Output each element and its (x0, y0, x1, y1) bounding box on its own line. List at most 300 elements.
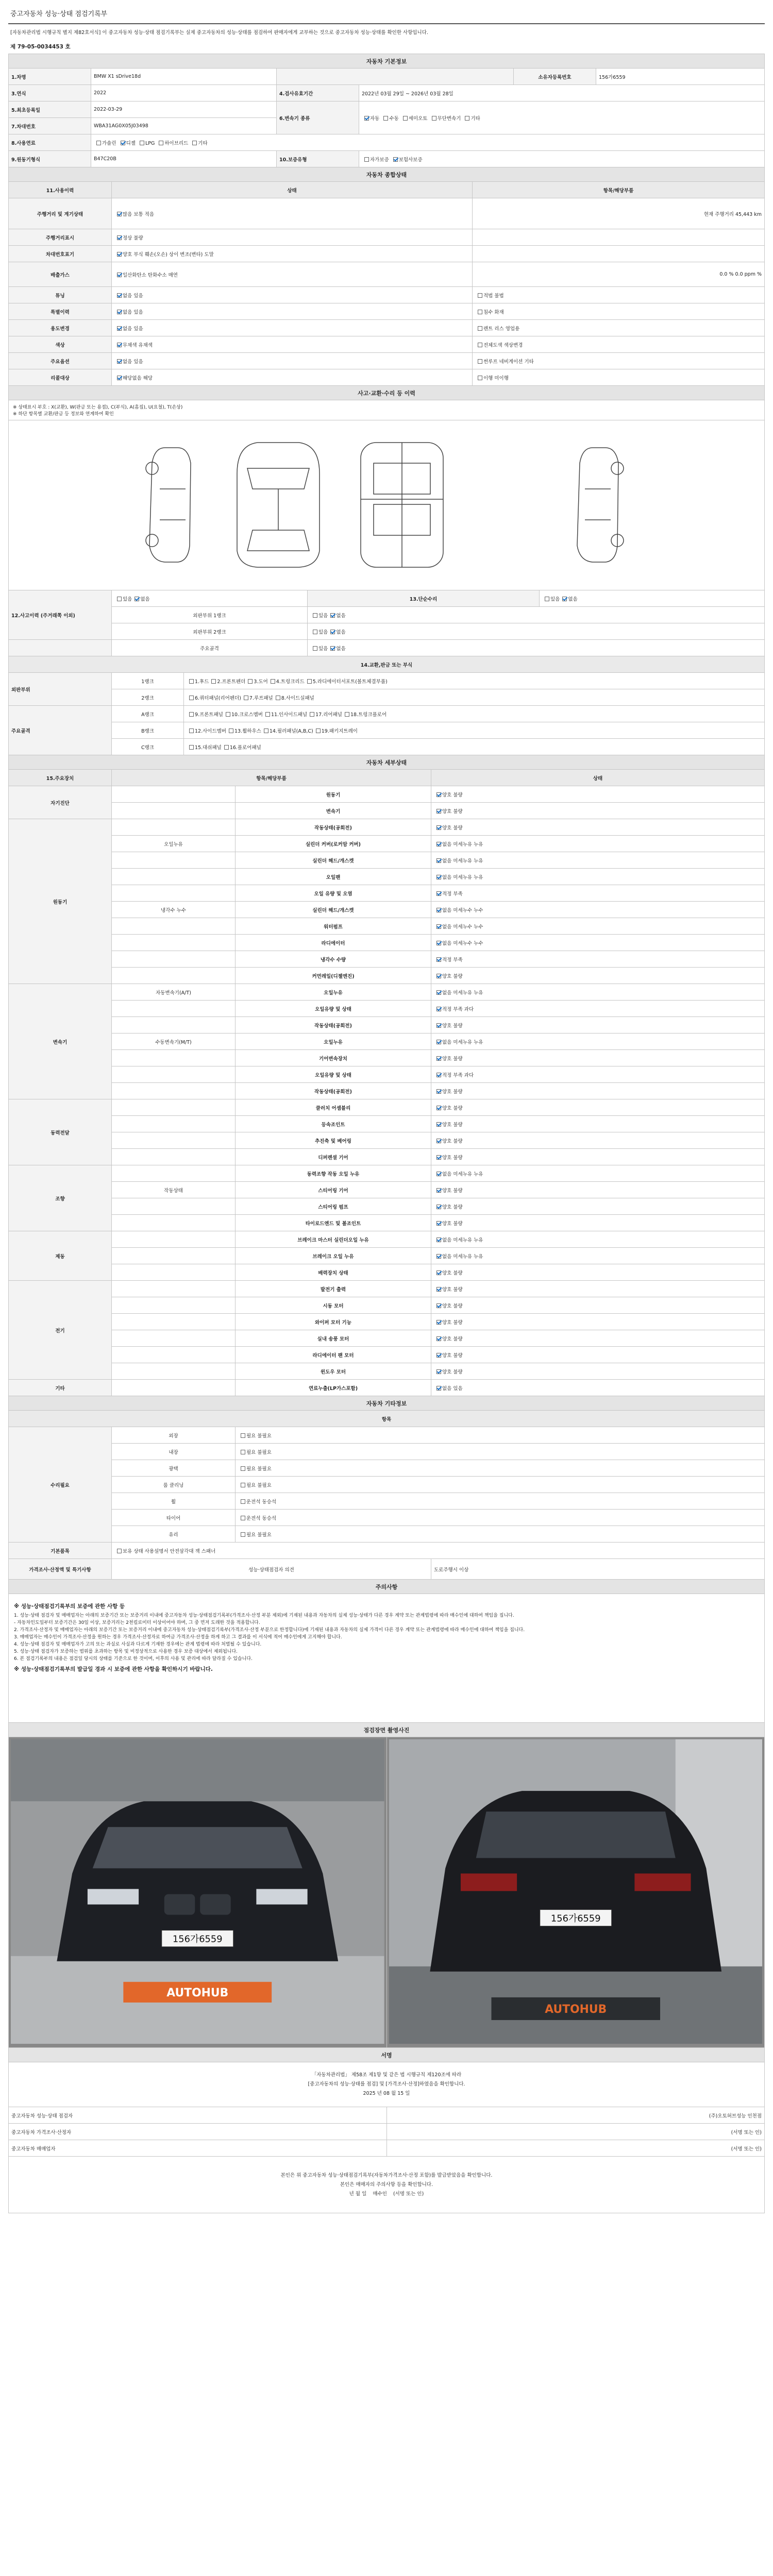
detail-state[interactable] (431, 1001, 765, 1017)
price-sign-mark[interactable]: (서명 또는 인) (386, 2124, 765, 2140)
detail-state[interactable] (431, 852, 765, 869)
first-reg-value: 2022-03-29 (91, 101, 277, 118)
overall-state-table (8, 167, 765, 386)
detail-state[interactable] (431, 869, 765, 885)
section-sign-title: 서명 (9, 2048, 765, 2062)
detail-state-text: 양호 불량 (442, 1286, 463, 1293)
svg-text:156가6559: 156가6559 (172, 1934, 223, 1945)
engine-type-value: B47C20B (91, 151, 277, 167)
overall-row-note (473, 246, 765, 262)
rank-label: 2랭크 (112, 689, 184, 706)
detail-state-text: 양호 불량 (442, 1336, 463, 1342)
sign-date: 2025 년 08 월 15 일 (363, 2091, 410, 2097)
detail-state-text: 없음 있음 (442, 1385, 463, 1392)
detail-group-label: 전기 (9, 1281, 112, 1380)
label-main-frame: 주요골격 (112, 640, 308, 656)
detail-state-table (8, 755, 765, 1396)
detail-subgroup (112, 1198, 236, 1215)
front-photo (9, 1737, 387, 2048)
detail-state[interactable] (431, 836, 765, 852)
detail-state[interactable] (431, 1231, 765, 1248)
label-engine-type: 9.원동기형식 (9, 151, 91, 167)
detail-subgroup (112, 869, 236, 885)
detail-state[interactable] (431, 1099, 765, 1116)
parts-rank1-list[interactable]: 1.후드 2.프론트펜더 3.도어 4.트렁크리드 5.라디에이터서포트(볼트체결부품) (184, 673, 765, 689)
extra-row-state[interactable]: 필요 불필요 (236, 1460, 765, 1477)
detail-subgroup (112, 1215, 236, 1231)
detail-item: 작동상태(공회전) (236, 1083, 431, 1099)
detail-subgroup (112, 918, 236, 935)
detail-state[interactable] (431, 1132, 765, 1149)
overall-row-label: 차대번호표기 (9, 246, 112, 262)
detail-state[interactable] (431, 1248, 765, 1264)
detail-subgroup (112, 1099, 236, 1116)
label-repair-needed: 수리필요 (9, 1427, 112, 1543)
overall-row-state[interactable]: 일산화탄소 탄화수소 매연 (112, 262, 473, 287)
warranty-options[interactable]: 자가보증 보험사보증 (359, 151, 765, 167)
detail-state-text: 양호 불량 (442, 1188, 463, 1194)
detail-item: 디퍼렌셜 기어 (236, 1149, 431, 1165)
detail-item: 오일 유량 및 오염 (236, 885, 431, 902)
detail-item: 작동상태(공회전) (236, 1017, 431, 1033)
detail-group-label: 원동기 (9, 819, 112, 984)
rear-photo (386, 1737, 765, 2048)
accident-history-options[interactable]: 있음 없음 (112, 590, 308, 607)
overall-row-state[interactable]: 해당없음 해당 (112, 369, 473, 386)
overall-row-note[interactable]: 렌트 리스 영업용 (473, 320, 765, 336)
detail-state-text: 양호 불량 (442, 973, 463, 979)
overall-row-note[interactable]: 이행 미이행 (473, 369, 765, 386)
detail-group-label: 동력전달 (9, 1099, 112, 1165)
overall-row-state[interactable]: 없음 있음 (112, 287, 473, 303)
detail-state[interactable] (431, 1297, 765, 1314)
label-accident-history: 12.사고이력 (주거래쪽 이외) (9, 590, 112, 640)
detail-state-text: 적정 부족 (442, 957, 463, 963)
detail-state[interactable] (431, 1083, 765, 1099)
detail-state[interactable] (431, 803, 765, 819)
detail-group-label: 제동 (9, 1231, 112, 1281)
detail-item: 커먼레일(디젤엔진) (236, 968, 431, 984)
detail-state-text: 없음 미세누유 누유 (442, 990, 483, 996)
detail-item: 연료누출(LP가스포함) (236, 1380, 431, 1396)
label-outer-group: 외판부위 (9, 673, 112, 706)
detail-item: 발전기 출력 (236, 1281, 431, 1297)
fuel-options[interactable]: 가솔린 디젤 LPG 하이브리드 기타 (91, 134, 765, 151)
detail-item: 스티어링 펌프 (236, 1198, 431, 1215)
parts-ranka-list[interactable]: 9.프론트패널 10.크로스멤버 11.인사이드패널 17.리어패널 18.트렁크플로어 (184, 706, 765, 722)
label-inspector: 중고자동차 성능·상태 점검자 (9, 2107, 387, 2124)
detail-state[interactable] (431, 1281, 765, 1297)
detail-subgroup: 냉각수 누수 (112, 902, 236, 918)
transmission-options[interactable]: 자동 수동 세미오토 무단변속기 기타 (359, 101, 765, 134)
detail-subgroup (112, 1281, 236, 1297)
detail-subgroup (112, 968, 236, 984)
detail-state[interactable] (431, 1198, 765, 1215)
detail-state-text: 양호 불량 (442, 1089, 463, 1095)
section-detail-title: 자동차 세부상태 (9, 755, 765, 770)
label-basic-items: 기본품목 (9, 1543, 112, 1559)
basic-info-table (8, 54, 765, 167)
detail-item: 클러치 어셈블리 (236, 1099, 431, 1116)
buyer-sign-mark[interactable]: (서명 또는 인) (393, 2191, 424, 2197)
inspector-opinion: 성능·상태점검자 의견 (112, 1559, 431, 1580)
warranty-notes: ※ 성능·상태점검기록부의 보증에 관한 사항 등 1. 성능·상태 점검자 및 매매업자는 아래의 보증기간 또는 보증거리 이내에 중고자동차 성능·상태점검기록부(가격조사·산정 부분 제외)에 기재된 내용과 자동차의 실제 성능·상태가 다른 경우 계약 또는 관계법령에 따라 매수인에 대하여 책임을 집니다. - 자동차인도일부터 보증기간은 30일 이상, 보증거리는 2천킬로미터 이상이어야 하며, 그 중 먼저 도래한 것을 적용합니다. 2. 가격조사·산정자 및 매매업자는 아래의 보증기간 또는 보증거리 이내에 중고자동차 성능·상태점검기록부(가격조사·산정 부분으로 한정합니다)에 기재된 내용과 자동차의 실제 가격이 다른 경우 계약 또는 관계법령에 따라 매수인에 대하여 책임을 집니다. 3. 매매업자는 매수인이 가격조사·산정을 원하는 경우 가격조사·산정자로 하여금 가격조사·산정을 하게 하고 그 결과를 이 서식에 적어 매수인에게 고지해야 합니다. 4. 성능·상태 점검자 및 매매업자가 고의 또는 과실로 사실과 다르게 기재한 경우에는 관계 법령에 따라 처벌될 수 있습니다. 5. 성능·상태 점검자가 보증하는 범위를 초과하는 항목 및 비정상적으로 사용한 경우 보증 대상에서 제외됩니다. 6. 본 점검기록부의 내용은 점검일 당시의 상태를 기준으로 한 것이며, 이후의 사용 및 관리에 따라 달라질 수 있습니다. ※ 성능·상태점검기록부의 발급일 경과 시 보증에 관한 사항을 확인하시기 바랍니다. (9, 1594, 765, 1723)
rank-label: C랭크 (112, 739, 184, 755)
overall-row-label: 리콜대상 (9, 369, 112, 386)
detail-subgroup (112, 1165, 236, 1182)
photos-table (8, 1722, 765, 2048)
svg-text:156가6559: 156가6559 (550, 1913, 601, 1924)
detail-item: 동력조향 작동 오일 누유 (236, 1165, 431, 1182)
svg-text:AUTOHUB: AUTOHUB (544, 2003, 607, 2016)
detail-item: 오일누유 (236, 1033, 431, 1050)
detail-state-text: 양호 불량 (442, 1023, 463, 1029)
detail-state[interactable] (431, 819, 765, 836)
detail-header-major: 15.주요장치 (9, 770, 112, 786)
front-car-image (11, 1739, 384, 2044)
overall-row-note[interactable]: 침수 화재 (473, 303, 765, 320)
detail-item: 브레이크 오일 누유 (236, 1248, 431, 1264)
detail-state[interactable] (431, 1033, 765, 1050)
detail-state-text: 양호 불량 (442, 1369, 463, 1375)
extra-info-table (8, 1396, 765, 1580)
basic-items-options[interactable]: 보유 상태 사용설명서 안전삼각대 잭 스패너 (112, 1543, 765, 1559)
detail-state-text: 없음 미세누유 누유 (442, 1253, 483, 1260)
section-accident-title: 사고·교환·수리 등 이력 (9, 386, 765, 400)
detail-state-text: 적정 부족 (442, 891, 463, 897)
label-simple-repair: 13.단순수리 (308, 590, 540, 607)
detail-state[interactable] (431, 1264, 765, 1281)
overall-row-note (473, 229, 765, 246)
reg-no-value: 156가6559 (596, 69, 765, 85)
car-top-inside-view (361, 443, 443, 567)
detail-group-label: 조향 (9, 1165, 112, 1231)
label-fuel: 8.사용연료 (9, 134, 91, 151)
detail-subgroup: 작동상태 (112, 1182, 236, 1198)
detail-state[interactable] (431, 935, 765, 951)
simple-repair-options[interactable]: 있음 없음 (540, 590, 765, 607)
detail-item: 실린더 헤드/개스켓 (236, 852, 431, 869)
detail-subgroup (112, 1264, 236, 1281)
detail-state[interactable] (431, 1363, 765, 1380)
detail-state[interactable] (431, 984, 765, 1001)
label-main-group: 주요골격 (9, 706, 112, 755)
detail-subgroup (112, 1248, 236, 1264)
detail-state[interactable] (431, 1347, 765, 1363)
detail-item: 오일유량 및 상태 (236, 1001, 431, 1017)
detail-item: 와이퍼 모터 기능 (236, 1314, 431, 1330)
detail-state[interactable] (431, 1165, 765, 1182)
detail-state-text: 양호 불량 (442, 1155, 463, 1161)
detail-state-text: 없음 미세누유 누유 (442, 874, 483, 880)
label-outer-rank1: 외판부위 1랭크 (112, 607, 308, 623)
label-vin: 7.차대번호 (9, 118, 91, 134)
accident-history-table (8, 385, 765, 755)
detail-subgroup (112, 1231, 236, 1248)
detail-subgroup (112, 1363, 236, 1380)
detail-state[interactable] (431, 951, 765, 968)
detail-state[interactable] (431, 1330, 765, 1347)
label-warranty: 10.보증유형 (277, 151, 359, 167)
rank-label: A랭크 (112, 706, 184, 722)
detail-group-label: 변속기 (9, 984, 112, 1099)
parts-rankc-list[interactable]: 15.대쉬패널 16.플로어패널 (184, 739, 765, 755)
validity-value: 2022년 03월 29일 ~ 2026년 03월 28일 (359, 85, 765, 101)
label-exchange-weld: 14.교환,판금 또는 부식 (9, 656, 765, 673)
extra-row-label: 내장 (112, 1444, 236, 1460)
overall-row-state[interactable]: 없음 있음 (112, 303, 473, 320)
detail-state-text: 양호 불량 (442, 1270, 463, 1276)
label-first-reg: 5.최초등록일 (9, 101, 91, 118)
extra-row-state[interactable]: 운전석 동승석 (236, 1510, 765, 1526)
sign-statement: 「자동차관리법」 제58조 제1항 및 같은 법 시행규칙 제120조에 따라 [중고자동차의 성능·상태를 점검] 및 [가격조사·산정]하였음을 확인합니다. 2025 년 08 월 15 일 (9, 2062, 765, 2107)
detail-state-text: 없음 미세누수 누수 (442, 940, 483, 946)
overall-row-state[interactable]: 없음 있음 (112, 320, 473, 336)
detail-subgroup (112, 951, 236, 968)
extra-row-state[interactable]: 필요 불필요 (236, 1444, 765, 1460)
detail-state[interactable] (431, 1149, 765, 1165)
detail-item: 원동기 (236, 786, 431, 803)
overall-row-label: 주행거리표시 (9, 229, 112, 246)
seller-sign-mark[interactable]: (서명 또는 인) (386, 2140, 765, 2157)
detail-subgroup (112, 1380, 236, 1396)
rank-label: 1랭크 (112, 673, 184, 689)
form-notice: [자동차관리법 시행규칙 별지 제82호서식] 이 중고자동차 성능·상태 점검기록부는 실제 중고자동차의 성능·상태를 점검하여 판매자에게 교부하는 것으로 중고자동차 성능·상태를 확인한 사항입니다. (10, 30, 428, 36)
overall-row-label: 주행거리 및 계기상태 (9, 198, 112, 229)
label-price-person: 중고자동차 가격조사·산정자 (9, 2124, 387, 2140)
detail-item: 실내 송풍 모터 (236, 1330, 431, 1347)
detail-subgroup (112, 885, 236, 902)
detail-state-text: 양호 불량 (442, 1138, 463, 1144)
parts-rank2-list[interactable]: 6.쿼터패널(리어펜더) 7.루프패널 8.사이드실패널 (184, 689, 765, 706)
detail-item: 타이로드엔드 및 볼조인트 (236, 1215, 431, 1231)
detail-state-text: 양호 불량 (442, 1056, 463, 1062)
detail-item: 라디에이터 (236, 935, 431, 951)
detail-state-text: 양호 불량 (442, 808, 463, 815)
detail-item: 시동 모터 (236, 1297, 431, 1314)
detail-state[interactable] (431, 1050, 765, 1066)
overall-row-label: 배출가스 (9, 262, 112, 287)
detail-item: 변속기 (236, 803, 431, 819)
section-photos-title: 점검장면 촬영사진 (9, 1723, 765, 1737)
detail-state[interactable] (431, 1215, 765, 1231)
detail-item: 배력장치 상태 (236, 1264, 431, 1281)
extra-row-label: 휠 (112, 1493, 236, 1510)
detail-subgroup (112, 1050, 236, 1066)
notes-table (8, 1579, 765, 1723)
label-validity: 4.검사유효기간 (277, 85, 359, 101)
overall-row-state[interactable]: 많음 보통 적음 (112, 198, 473, 229)
detail-state-text: 없음 미세누유 누유 (442, 1171, 483, 1177)
state-symbol-legend: ※ 상태표시 부호 : X(교환), W(판금 또는 용접), C(부식), A(흠집), U(요철), T(손상) ※ 하단 항목별 교환/판금 등 정보와 연계하여 확인 (9, 400, 765, 420)
detail-state[interactable] (431, 918, 765, 935)
detail-item: 오일누유 (236, 984, 431, 1001)
car-body-diagram (9, 420, 765, 590)
car-name-value: BMW X1 sDrive18d (91, 69, 277, 85)
detail-state-text: 양호 불량 (442, 792, 463, 798)
detail-subgroup: 오일누유 (112, 836, 236, 852)
car-outline-diagram (82, 427, 691, 582)
detail-header-state: 상태 (431, 770, 765, 786)
car-front-top-view (237, 443, 320, 567)
detail-state[interactable] (431, 968, 765, 984)
detail-subgroup (112, 1347, 236, 1363)
detail-state[interactable] (431, 1182, 765, 1198)
overall-row-state[interactable]: 없음 있음 (112, 353, 473, 369)
detail-subgroup (112, 1001, 236, 1017)
extra-row-state[interactable]: 필요 불필요 (236, 1526, 765, 1543)
detail-state-text: 없음 미세누유 누유 (442, 1039, 483, 1045)
overall-row-note[interactable]: 전체도색 색상변경 (473, 336, 765, 353)
label-transmission: 6.변속기 종류 (277, 101, 359, 134)
buyer-confirmation: 본인은 위 중고자동차 성능·상태점검기록부(자동차가격조사·산정 포함)를 발급받았음을 확인합니다. 본인은 매매자의 주의사항 등을 확인합니다. 년 월 일 매수인 (서명 또는 인) (9, 2157, 765, 2213)
detail-state[interactable] (431, 885, 765, 902)
detail-state-text: 양호 불량 (442, 825, 463, 831)
detail-state-text: 양호 불량 (442, 1352, 463, 1359)
label-outer-rank2: 외판부위 2랭크 (112, 623, 308, 640)
detail-state[interactable] (431, 1066, 765, 1083)
overall-row-state[interactable]: 양호 부식 훼손(오손) 상이 변조(변타) 도말 (112, 246, 473, 262)
section-extra-title: 자동차 기타정보 (9, 1396, 765, 1411)
certificate-number: 제 79-05-0034453 호 (10, 44, 71, 50)
parts-rankb-list[interactable]: 12.사이드멤버 13.휠하우스 14.필러패널(A,B,C) 19.패키지트레이 (184, 722, 765, 739)
extra-row-state[interactable]: 운전석 동승석 (236, 1493, 765, 1510)
detail-subgroup (112, 819, 236, 836)
section-basic-title: 자동차 기본정보 (9, 54, 765, 69)
detail-subgroup: 자동변속기(A/T) (112, 984, 236, 1001)
inspector-opinion-value: 도로주행시 이상 (431, 1559, 765, 1580)
detail-item: 냉각수 수량 (236, 951, 431, 968)
detail-subgroup (112, 1330, 236, 1347)
detail-item: 실린더 헤드/개스켓 (236, 902, 431, 918)
detail-item: 윈도우 모터 (236, 1363, 431, 1380)
svg-text:AUTOHUB: AUTOHUB (166, 1986, 229, 1999)
detail-state-text: 적정 부족 과다 (442, 1072, 474, 1078)
extra-row-label: 유리 (112, 1526, 236, 1543)
detail-state-text: 없음 미세누유 누유 (442, 1237, 483, 1243)
detail-item: 오일유량 및 상태 (236, 1066, 431, 1083)
detail-state-text: 적정 부족 과다 (442, 1006, 474, 1012)
detail-state-text: 없음 미세누유 누유 (442, 858, 483, 864)
detail-subgroup (112, 786, 236, 803)
detail-group-label: 자기진단 (9, 786, 112, 819)
detail-state[interactable] (431, 786, 765, 803)
detail-subgroup (112, 1017, 236, 1033)
detail-header-item: 항목/해당부품 (112, 770, 431, 786)
detail-state[interactable] (431, 1017, 765, 1033)
section-overall-title: 자동차 종합상태 (9, 167, 765, 182)
extra-row-state[interactable]: 필요 불필요 (236, 1477, 765, 1493)
detail-item: 워터펌프 (236, 918, 431, 935)
detail-item: 브레이크 마스터 실린더오일 누유 (236, 1231, 431, 1248)
detail-state-text: 양호 불량 (442, 1105, 463, 1111)
detail-state[interactable] (431, 902, 765, 918)
detail-item: 라디에이터 팬 모터 (236, 1347, 431, 1363)
label-seller: 중고자동차 매매업자 (9, 2140, 387, 2157)
rear-car-image (389, 1739, 763, 2044)
detail-subgroup (112, 1314, 236, 1330)
detail-item: 스티어링 기어 (236, 1182, 431, 1198)
detail-group-label: 기타 (9, 1380, 112, 1396)
detail-subgroup (112, 1132, 236, 1149)
detail-subgroup (112, 803, 236, 819)
extra-row-label: 광택 (112, 1460, 236, 1477)
detail-item: 등속조인트 (236, 1116, 431, 1132)
emission-value: 0.0 % 0.0 ppm % (473, 262, 765, 287)
detail-item: 작동상태(공회전) (236, 819, 431, 836)
detail-state-text: 없음 미세누유 누유 (442, 841, 483, 848)
rank1-options[interactable]: 있음 없음 (308, 607, 765, 623)
detail-subgroup (112, 1066, 236, 1083)
main-frame-options[interactable]: 있음 없음 (308, 640, 765, 656)
detail-subgroup (112, 1297, 236, 1314)
detail-item: 추진축 및 베어링 (236, 1132, 431, 1149)
overall-header-item: 11.사용이력 (9, 182, 112, 198)
overall-row-label: 색상 (9, 336, 112, 353)
mileage-value: 현재 주행거리 45,443 km (473, 198, 765, 229)
overall-header-note: 항목/해당부품 (473, 182, 765, 198)
detail-state-text: 양호 불량 (442, 1303, 463, 1309)
detail-state[interactable] (431, 1116, 765, 1132)
detail-subgroup (112, 935, 236, 951)
label-car-name: 1.차명 (9, 69, 91, 85)
label-price-note: 가격조사·산정액 및 특기사항 (9, 1559, 112, 1580)
overall-row-state[interactable]: 무채색 유채색 (112, 336, 473, 353)
detail-subgroup (112, 1083, 236, 1099)
label-reg-no: 소유자등록번호 (514, 69, 596, 85)
extra-row-label: 외장 (112, 1427, 236, 1444)
extra-row-label: 룸 클리닝 (112, 1477, 236, 1493)
detail-state-text: 양호 불량 (442, 1122, 463, 1128)
detail-subgroup (112, 1149, 236, 1165)
vin-value: WBA31AG0X05J03498 (91, 118, 277, 134)
rank2-options[interactable]: 있음 없음 (308, 623, 765, 640)
detail-item: 기어변속장치 (236, 1050, 431, 1066)
year-value: 2022 (91, 85, 277, 101)
detail-state[interactable] (431, 1314, 765, 1330)
detail-subgroup (112, 852, 236, 869)
rank-label: B랭크 (112, 722, 184, 739)
car-left-side-view (146, 448, 191, 562)
overall-row-label: 용도변경 (9, 320, 112, 336)
overall-row-label: 튜닝 (9, 287, 112, 303)
section-notes-title: 주의사항 (9, 1580, 765, 1594)
extra-row-label: 타이어 (112, 1510, 236, 1526)
detail-state-text: 양호 불량 (442, 1221, 463, 1227)
overall-row-state[interactable]: 정상 불량 (112, 229, 473, 246)
overall-row-note[interactable]: 적법 불법 (473, 287, 765, 303)
detail-item: 실린더 커버(로커암 커버) (236, 836, 431, 852)
overall-row-note[interactable]: 썬루프 네비게이션 기타 (473, 353, 765, 369)
inspector-name: (주)오토허브성능 인천점 (386, 2107, 765, 2124)
detail-subgroup: 수동변속기(M/T) (112, 1033, 236, 1050)
document-title: 중고자동차 성능·상태 점검기록부 (8, 5, 765, 24)
extra-header-item: 항목 (9, 1411, 765, 1427)
overall-row-label: 주요옵션 (9, 353, 112, 369)
overall-row-label: 특별이력 (9, 303, 112, 320)
detail-item: 오일팬 (236, 869, 431, 885)
detail-state-text: 양호 불량 (442, 1319, 463, 1326)
extra-row-state[interactable]: 필요 불필요 (236, 1427, 765, 1444)
detail-state-text: 양호 불량 (442, 1204, 463, 1210)
detail-state[interactable] (431, 1380, 765, 1396)
signature-table (8, 2047, 765, 2213)
detail-state-text: 없음 미세누수 누수 (442, 924, 483, 930)
car-right-side-view (577, 448, 624, 562)
overall-header-state: 상태 (112, 182, 473, 198)
label-year: 3.연식 (9, 85, 91, 101)
detail-state-text: 없음 미세누수 누수 (442, 907, 483, 913)
